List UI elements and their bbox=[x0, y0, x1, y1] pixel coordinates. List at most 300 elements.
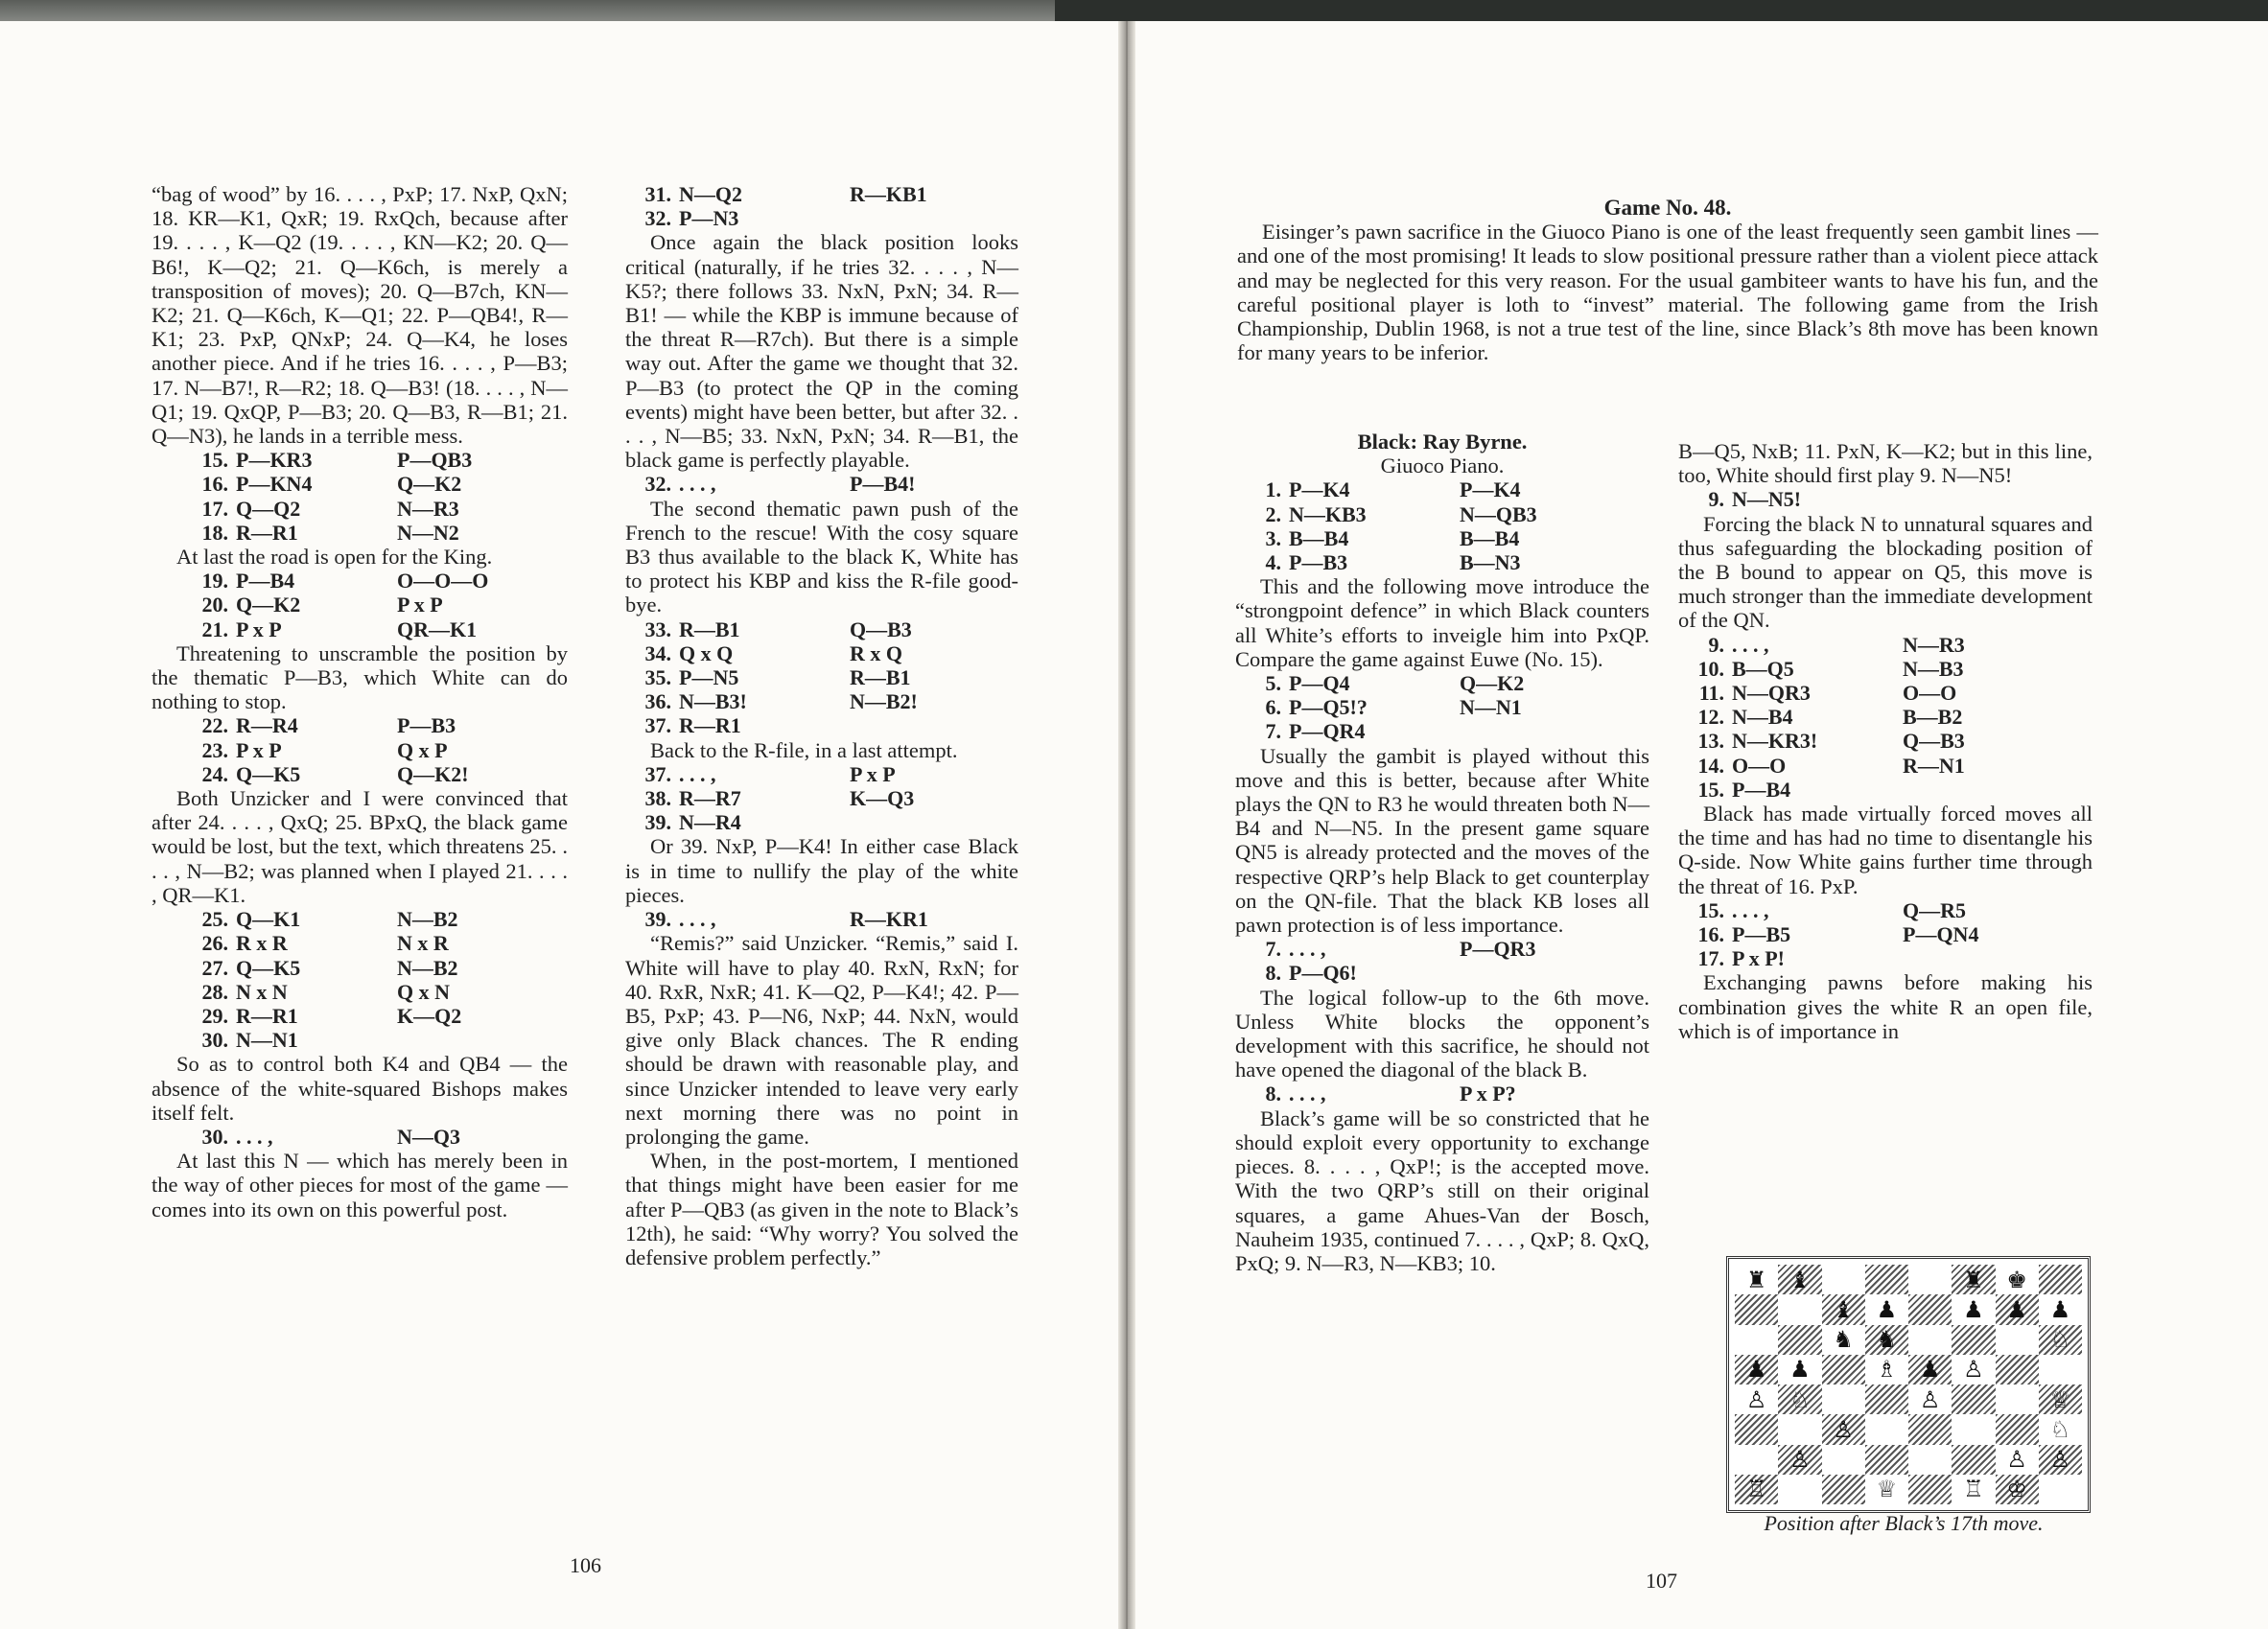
move-number: 20. bbox=[201, 593, 228, 617]
chess-square bbox=[1822, 1445, 1865, 1475]
white-move: B—B4 bbox=[1289, 525, 1349, 550]
paragraph: “Remis?” said Unzicker. “Remis,” said I. White will have to play 40. RxN, RxN; for 40. RxR, NxR; 41. K—Q2, P—K4!; 42. P—B5, PxP; 43. P—N6, NxP; 44. NxN, would give only Black chances. The R ending should be drawn with reasonable play, and since Unzicker intended to leave very early next morning there was no point in prolonging the game. bbox=[625, 931, 1018, 1149]
paragraph: Exchanging pawns before making his combination gives the white R an open file, which is of importance in bbox=[1678, 970, 2093, 1043]
black-move: R x Q bbox=[850, 640, 902, 665]
white-move: Q x Q bbox=[679, 640, 734, 665]
left-column-1 bbox=[152, 182, 568, 1222]
chess-square bbox=[1996, 1385, 2039, 1414]
move-row bbox=[1678, 487, 2093, 511]
black-move: Q—B3 bbox=[1903, 729, 1965, 754]
chess-piece-square: ♟ bbox=[1996, 1294, 2039, 1324]
chess-piece-square: ♟ bbox=[1735, 1355, 1778, 1385]
white-move: N—Q2 bbox=[679, 182, 742, 206]
black-move: R—N1 bbox=[1903, 753, 1965, 778]
chess-piece-square: ♟ bbox=[2049, 1295, 2071, 1323]
move-number: 16. bbox=[1697, 922, 1724, 947]
page-number-left: 106 bbox=[570, 1553, 601, 1577]
white-move: B—Q5 bbox=[1732, 656, 1794, 681]
chess-square bbox=[1952, 1385, 1995, 1414]
move-row bbox=[625, 182, 1018, 206]
black-move: Q—K2 bbox=[397, 472, 462, 497]
black-move: B—N3 bbox=[1460, 550, 1521, 575]
chess-square bbox=[1952, 1414, 1995, 1444]
move-number: 29. bbox=[201, 1003, 228, 1028]
paragraph: Or 39. NxP, P—K4! In either case Black is in time to nullify the play of the white pieces. bbox=[625, 834, 1018, 907]
white-move: Q—K1 bbox=[236, 907, 301, 932]
move-number: 7. bbox=[1265, 719, 1281, 744]
chess-square bbox=[1778, 1414, 1821, 1444]
white-move: . . . , bbox=[1289, 937, 1326, 962]
move-row bbox=[1678, 946, 2093, 970]
chess-piece-square: ♞ bbox=[1865, 1325, 1908, 1355]
move-number: 5. bbox=[1265, 671, 1281, 696]
chess-square bbox=[1996, 1414, 2039, 1444]
black-move: Q—K2 bbox=[1460, 671, 1525, 696]
white-move: Q—K5 bbox=[236, 955, 301, 980]
paragraph: This and the following move introduce the “strongpoint defence” in which Black counters all White’s efforts to inveigle him into PxQP. Compare the game against Euwe (No. 15). bbox=[1235, 574, 1649, 671]
white-move: P x P! bbox=[1732, 946, 1785, 971]
white-move: N—R4 bbox=[679, 810, 741, 835]
black-move: P x P bbox=[397, 593, 443, 617]
move-row bbox=[152, 497, 568, 521]
chess-board-grid bbox=[1735, 1265, 2082, 1504]
move-row bbox=[1235, 1082, 1649, 1105]
move-row bbox=[625, 689, 1018, 713]
black-move: P—B3 bbox=[397, 713, 456, 738]
move-number: 31. bbox=[644, 182, 671, 206]
white-move: P—B4 bbox=[1732, 777, 1791, 802]
white-move: P—KN4 bbox=[236, 472, 313, 497]
chess-piece-square: ♗ bbox=[1876, 1356, 1898, 1384]
black-move: P x P? bbox=[1460, 1082, 1516, 1106]
move-list bbox=[1678, 487, 2093, 511]
move-number: 24. bbox=[201, 761, 228, 786]
white-move: P x P bbox=[236, 737, 282, 762]
move-row bbox=[1678, 657, 2093, 681]
move-row bbox=[1678, 729, 2093, 753]
move-row bbox=[152, 521, 568, 545]
move-number: 30. bbox=[201, 1124, 228, 1149]
chess-piece-square: ♜ bbox=[1745, 1266, 1767, 1293]
chess-square bbox=[1908, 1325, 1952, 1355]
move-number: 15. bbox=[1697, 897, 1724, 922]
move-number: 9. bbox=[1708, 632, 1724, 657]
move-number: 37. bbox=[644, 761, 671, 786]
move-row bbox=[1678, 778, 2093, 802]
white-move: N x N bbox=[236, 979, 288, 1004]
right-column-1 bbox=[1235, 430, 1649, 1275]
game-title: Game No. 48. bbox=[1603, 196, 1732, 220]
chess-piece-square: ♟ bbox=[1876, 1295, 1898, 1323]
white-move: R—B1 bbox=[679, 617, 740, 641]
white-move: R x R bbox=[236, 931, 288, 956]
black-move: Q x P bbox=[397, 737, 448, 762]
black-move bbox=[850, 713, 1018, 737]
black-move: O—O bbox=[1903, 681, 1957, 706]
black-move: N—B3 bbox=[1903, 656, 1964, 681]
white-move: R—R7 bbox=[679, 786, 741, 811]
move-row bbox=[1678, 705, 2093, 729]
move-row bbox=[625, 762, 1018, 786]
move-number: 14. bbox=[1697, 753, 1724, 778]
move-row bbox=[152, 980, 568, 1004]
diagram-caption: Position after Black’s 17th move. bbox=[1764, 1511, 2044, 1535]
black-move: N—Q3 bbox=[397, 1124, 460, 1149]
move-number: 15. bbox=[1697, 777, 1724, 802]
white-move: P—N5 bbox=[679, 665, 739, 690]
chess-square bbox=[2039, 1355, 2082, 1385]
paragraph: B—Q5, NxB; 11. PxN, K—K2; but in this line, too, White should first play 9. N—N5! bbox=[1678, 439, 2093, 488]
move-list bbox=[1678, 633, 2093, 802]
move-number: 39. bbox=[644, 907, 671, 932]
white-move: P—B4 bbox=[236, 569, 295, 593]
move-list bbox=[152, 448, 568, 545]
chess-piece-square: ♙ bbox=[1919, 1385, 1941, 1413]
chess-piece-square: ♕ bbox=[2039, 1385, 2082, 1414]
chess-square bbox=[1908, 1414, 1952, 1444]
black-move: P—QN4 bbox=[1903, 922, 1979, 947]
move-number: 3. bbox=[1265, 525, 1281, 550]
white-move: . . . , bbox=[1732, 632, 1769, 657]
move-list bbox=[625, 182, 1018, 230]
move-row bbox=[1678, 754, 2093, 778]
move-row bbox=[625, 907, 1018, 931]
move-list bbox=[1235, 477, 1649, 574]
paragraph: Black’s game will be so constricted that he should exploit every opportunity to exchange pieces. 8. . . . , QxP!; is the accepted move. With the two QRP’s still on their original squares, a game Ahues-Van der Bosch, Nauheim 1935, continued 7. . . . , QxP; 8. QxQ, PxQ; 9. N—R3, N—KB3; 10. bbox=[1235, 1105, 1649, 1275]
move-row bbox=[625, 206, 1018, 230]
white-move: P—K4 bbox=[1289, 477, 1350, 502]
move-number: 23. bbox=[201, 737, 228, 762]
move-number: 11. bbox=[1698, 681, 1724, 706]
chess-square bbox=[1735, 1325, 1778, 1355]
move-number: 22. bbox=[201, 713, 228, 738]
move-row bbox=[152, 448, 568, 472]
paragraph: When, in the post-mortem, I mentioned that things might have been easier for me after P—QB3 (as given in the note to Black’s 12th), he said: “Why worry? You solved the defensive problem perfectly.” bbox=[625, 1149, 1018, 1269]
move-number: 38. bbox=[644, 786, 671, 811]
move-row bbox=[625, 617, 1018, 641]
black-move: P—QB3 bbox=[397, 448, 473, 473]
black-move: Q—B3 bbox=[850, 617, 912, 641]
chess-square bbox=[2039, 1475, 2082, 1504]
white-move: Q—K5 bbox=[236, 761, 301, 786]
paragraph: The logical follow-up to the 6th move. Unless White blocks the opponent’s development with this sacrifice, he should not have opened the diagonal of the black B. bbox=[1235, 985, 1649, 1082]
move-number: 34. bbox=[644, 640, 671, 665]
opening-name: Giuoco Piano. bbox=[1380, 454, 1505, 478]
black-move: N—B2 bbox=[397, 907, 458, 932]
move-list bbox=[625, 617, 1018, 738]
chess-piece-square: ♙ bbox=[1963, 1356, 1984, 1384]
move-row bbox=[152, 617, 568, 641]
white-move: P—Q4 bbox=[1289, 671, 1350, 696]
chess-piece-square: ♖ bbox=[1735, 1475, 1778, 1504]
black-move: K—Q3 bbox=[850, 786, 915, 811]
move-number: 27. bbox=[201, 955, 228, 980]
white-move: . . . , bbox=[236, 1124, 273, 1149]
move-number: 32. bbox=[644, 472, 671, 497]
chess-piece-square: ♚ bbox=[2006, 1266, 2027, 1293]
paragraph: Black has made virtually forced moves all the time and has had no time to disentangle his Q-side. Now White gains further time through the threat of 16. PxP. bbox=[1678, 802, 2093, 898]
white-move: R—R1 bbox=[236, 520, 298, 545]
chess-square bbox=[1778, 1294, 1821, 1324]
chess-piece-square: ♜ bbox=[1952, 1265, 1995, 1294]
paragraph: At last this N — which has merely been in the way of other pieces for most of the game — comes into its own on this powerful post. bbox=[152, 1149, 568, 1222]
move-number: 15. bbox=[201, 448, 228, 473]
black-move: N—R3 bbox=[1903, 632, 1965, 657]
chess-diagram bbox=[1726, 1256, 2091, 1513]
move-row bbox=[1678, 898, 2093, 922]
white-move: Q—K2 bbox=[236, 593, 301, 617]
white-move: . . . , bbox=[679, 907, 716, 932]
black-move: Q x N bbox=[397, 979, 450, 1004]
move-list bbox=[152, 713, 568, 786]
chess-piece-square: ♟ bbox=[1963, 1295, 1984, 1323]
chess-square bbox=[1865, 1385, 1908, 1414]
chess-square bbox=[1952, 1325, 1995, 1355]
move-number: 17. bbox=[1697, 946, 1724, 971]
move-list bbox=[1235, 671, 1649, 744]
move-row bbox=[1235, 937, 1649, 961]
chess-piece-square: ♔ bbox=[1996, 1475, 2039, 1504]
chess-piece-square: ♟ bbox=[1789, 1356, 1811, 1384]
chess-piece-square: ♘ bbox=[1778, 1385, 1821, 1414]
paragraph: Back to the R-file, in a last attempt. bbox=[650, 737, 958, 762]
chess-square bbox=[1865, 1445, 1908, 1475]
black-move bbox=[1460, 961, 1649, 985]
move-list bbox=[1678, 898, 2093, 971]
move-row bbox=[1235, 671, 1649, 695]
move-list bbox=[152, 569, 568, 641]
move-row bbox=[625, 810, 1018, 834]
black-move: P—QR3 bbox=[1460, 937, 1536, 962]
white-move: R—R4 bbox=[236, 713, 298, 738]
white-move: Q—Q2 bbox=[236, 496, 301, 521]
chess-piece-square: ♕ bbox=[1876, 1476, 1898, 1503]
white-move: P—B3 bbox=[1289, 550, 1348, 575]
white-move: P x P bbox=[236, 617, 282, 641]
move-number: 6. bbox=[1265, 695, 1281, 720]
move-list bbox=[625, 472, 1018, 496]
chess-square bbox=[1952, 1445, 1995, 1475]
white-move: N—QR3 bbox=[1732, 681, 1811, 706]
move-number: 17. bbox=[201, 496, 228, 521]
intro-paragraph: Eisinger’s pawn sacrifice in the Giuoco Piano is one of the least frequently seen gambit lines — and one of the most promising! It leads to slow positional pressure rather than a violent piece attack and may be neglected for this very reason. For the usual gambiteer wants to have his fun, and the careful positional player is loth to “invest” material. The following game from the Irish Championship, Dublin 1968, is not a true test of the line, since Black’s 8th move has been known for many years to be inferior. bbox=[1237, 220, 2098, 365]
chess-piece-square: ♝ bbox=[1822, 1294, 1865, 1324]
move-number: 2. bbox=[1265, 501, 1281, 526]
black-move bbox=[850, 810, 1018, 834]
chess-piece-square: ♘ bbox=[2039, 1325, 2082, 1355]
black-move bbox=[1460, 719, 1649, 743]
paragraph: “bag of wood” by 16. . . . , PxP; 17. NxP, QxN; 18. KR—K1, QxR; 19. RxQch, because after 19. . . . , K—Q2 (19. . . . , KN—K2; 20. Q—B6!, K—Q2; 21. Q—K6ch, is merely a transposition of moves); 20. Q—B7ch, KN—K2; 21. Q—K6ch, K—Q1; 22. P—QB4!, R—K1; 23. PxP, QNxP; 24. Q—K4, he loses another piece. And if he tries 16. . . . , P—B3; 17. N—B7!, R—R2; 18. Q—B3! (18. . . . , N—Q1; 19. QxQP, P—B3; 20. Q—B3, R—B1; 21. Q—N3), he lands in a terrible mess. bbox=[152, 182, 568, 449]
right-header bbox=[1237, 196, 2098, 364]
move-row bbox=[1678, 633, 2093, 657]
white-move: P—Q6! bbox=[1289, 961, 1357, 986]
chess-square bbox=[1908, 1445, 1952, 1475]
move-row bbox=[625, 713, 1018, 737]
move-row bbox=[625, 472, 1018, 496]
black-move: B—B2 bbox=[1903, 705, 1963, 730]
move-number: 4. bbox=[1265, 550, 1281, 575]
black-move bbox=[1903, 487, 2093, 511]
move-row bbox=[152, 1125, 568, 1149]
black-move: P x P bbox=[850, 761, 896, 786]
move-row bbox=[1235, 695, 1649, 719]
chess-piece-square: ♞ bbox=[1833, 1326, 1854, 1354]
move-number: 35. bbox=[644, 665, 671, 690]
move-number: 9. bbox=[1708, 487, 1724, 512]
chess-square bbox=[1865, 1265, 1908, 1294]
chess-square bbox=[2039, 1265, 2082, 1294]
move-row bbox=[152, 1004, 568, 1028]
black-move: N—B2 bbox=[397, 955, 458, 980]
move-row bbox=[152, 569, 568, 593]
move-row bbox=[152, 956, 568, 980]
chess-piece-square: ♙ bbox=[1745, 1385, 1767, 1413]
white-move: P—B5 bbox=[1732, 922, 1791, 947]
black-move bbox=[850, 206, 1018, 230]
move-row bbox=[625, 641, 1018, 665]
move-row bbox=[152, 593, 568, 617]
black-move: R—KR1 bbox=[850, 907, 928, 932]
move-number: 37. bbox=[644, 713, 671, 738]
move-number: 26. bbox=[201, 931, 228, 956]
white-move: N—N5! bbox=[1732, 487, 1802, 512]
white-move: P—N3 bbox=[679, 206, 739, 231]
black-move bbox=[1903, 946, 2093, 970]
right-column-2 bbox=[1678, 439, 2093, 1043]
chess-piece-square: ♟ bbox=[1908, 1355, 1952, 1385]
black-move: P—B4! bbox=[850, 472, 916, 497]
move-row bbox=[152, 907, 568, 931]
move-number: 18. bbox=[201, 520, 228, 545]
move-row bbox=[625, 786, 1018, 810]
move-row bbox=[1235, 477, 1649, 501]
black-move: B—B4 bbox=[1460, 525, 1520, 550]
chess-piece-square: ♙ bbox=[1778, 1445, 1821, 1475]
move-row bbox=[625, 665, 1018, 689]
move-number: 12. bbox=[1697, 705, 1724, 730]
move-row bbox=[1235, 526, 1649, 550]
chess-piece-square: ♙ bbox=[1822, 1414, 1865, 1444]
chess-square bbox=[1822, 1265, 1865, 1294]
chess-square bbox=[1908, 1475, 1952, 1504]
chess-square bbox=[1822, 1385, 1865, 1414]
black-move: K—Q2 bbox=[397, 1003, 462, 1028]
white-move: . . . , bbox=[679, 761, 716, 786]
chess-square bbox=[1822, 1475, 1865, 1504]
black-move: N—B2! bbox=[850, 689, 918, 714]
white-move: . . . , bbox=[679, 472, 716, 497]
page-number-right: 107 bbox=[1646, 1569, 1677, 1593]
paragraph: The second thematic pawn push of the French to the rescue! With the cosy square B3 thus available to the black K, White has to protect his KBP and kiss the R-file good-bye. bbox=[625, 496, 1018, 617]
move-number: 19. bbox=[201, 569, 228, 593]
paragraph: Once again the black position looks critical (naturally, if he tries 32. . . . , N—K5?; there follows 33. NxN, PxN; 34. R—B1! — while the KBP is immune because of the threat R—R7ch). But there is a simple way out. After the game we thought that 32. P—B3 (to protect the QP in the coming events) might have been better, but after 32. . . . , N—B5; 33. NxN, PxN; 34. R—B1, the black game is perfectly playable. bbox=[625, 230, 1018, 473]
move-row bbox=[1235, 961, 1649, 985]
move-list bbox=[1235, 937, 1649, 985]
chess-square bbox=[1735, 1414, 1778, 1444]
chess-square bbox=[1908, 1294, 1952, 1324]
paragraph: Both Unzicker and I were convinced that after 24. . . . , QxQ; 25. BPxQ, the black game would be lost, but the text, which threatens 25. . . . , N—B2; was planned when I played 21. . . . , QR—K1. bbox=[152, 786, 568, 907]
chess-piece-square: ♙ bbox=[2006, 1446, 2027, 1474]
black-move: N—QB3 bbox=[1460, 501, 1537, 526]
white-move: R—R1 bbox=[679, 713, 741, 738]
move-row bbox=[152, 713, 568, 737]
move-number: 7. bbox=[1265, 937, 1281, 962]
white-move: N—B4 bbox=[1732, 705, 1793, 730]
move-row bbox=[1235, 719, 1649, 743]
move-number: 21. bbox=[201, 617, 228, 641]
white-move: R—R1 bbox=[236, 1003, 298, 1028]
chess-square bbox=[1908, 1265, 1952, 1294]
black-move: QR—K1 bbox=[397, 617, 478, 641]
white-move: N—KB3 bbox=[1289, 501, 1367, 526]
move-list bbox=[1235, 1082, 1649, 1105]
move-row bbox=[152, 738, 568, 762]
move-row bbox=[1678, 681, 2093, 705]
move-list bbox=[625, 907, 1018, 931]
black-move: R—KB1 bbox=[850, 182, 927, 206]
white-move: P—QR4 bbox=[1289, 719, 1366, 744]
move-number: 32. bbox=[644, 206, 671, 231]
black-move: N—N1 bbox=[1460, 695, 1522, 720]
move-number: 1. bbox=[1265, 477, 1281, 502]
black-move: P—K4 bbox=[1460, 477, 1521, 502]
chess-piece-square: ♖ bbox=[1963, 1476, 1984, 1503]
white-move: N—N1 bbox=[236, 1028, 298, 1053]
book-gutter bbox=[1118, 21, 1135, 1629]
chess-piece-square: ♝ bbox=[1778, 1265, 1821, 1294]
chess-square bbox=[1996, 1355, 2039, 1385]
move-row bbox=[152, 931, 568, 955]
move-row bbox=[1235, 550, 1649, 574]
paragraph: At last the road is open for the King. bbox=[176, 545, 493, 570]
chess-square bbox=[1822, 1355, 1865, 1385]
move-row bbox=[152, 762, 568, 786]
move-number: 8. bbox=[1265, 1082, 1281, 1106]
paragraph: Threatening to unscramble the position by the thematic P—B3, which White can do nothing to stop. bbox=[152, 640, 568, 714]
move-row bbox=[1678, 922, 2093, 946]
black-move bbox=[397, 1028, 568, 1052]
move-number: 39. bbox=[644, 810, 671, 835]
chess-square bbox=[1735, 1445, 1778, 1475]
black-move: N—N2 bbox=[397, 520, 459, 545]
move-number: 30. bbox=[201, 1028, 228, 1053]
left-column-2 bbox=[625, 182, 1018, 1269]
move-number: 13. bbox=[1697, 729, 1724, 754]
move-number: 36. bbox=[644, 689, 671, 714]
chess-square bbox=[1996, 1325, 2039, 1355]
move-list bbox=[152, 907, 568, 1052]
black-move: N—R3 bbox=[397, 496, 459, 521]
chess-square bbox=[1778, 1325, 1821, 1355]
white-move: N—KR3! bbox=[1732, 729, 1818, 754]
black-move: Q—K2! bbox=[397, 761, 469, 786]
black-move: N x R bbox=[397, 931, 449, 956]
paragraph: Forcing the black N to unnatural squares and thus safeguarding the blockading position of the B bound to appear on Q5, this move is much stronger than the immediate development of the QN. bbox=[1678, 511, 2093, 633]
chess-square bbox=[1865, 1414, 1908, 1444]
move-row bbox=[1235, 502, 1649, 526]
chess-square bbox=[1735, 1294, 1778, 1324]
move-number: 10. bbox=[1697, 656, 1724, 681]
move-number: 25. bbox=[201, 907, 228, 932]
black-move: O—O—O bbox=[397, 569, 489, 593]
white-move: . . . , bbox=[1732, 897, 1769, 922]
chess-square bbox=[1778, 1475, 1821, 1504]
black-move: Q—R5 bbox=[1903, 897, 1966, 922]
move-row bbox=[152, 472, 568, 496]
chess-piece-square: ♙ bbox=[2039, 1445, 2082, 1475]
black-player: Black: Ray Byrne. bbox=[1357, 430, 1528, 454]
paragraph: So as to control both K4 and QB4 — the absence of the white-squared Bishops makes itself felt. bbox=[152, 1052, 568, 1125]
